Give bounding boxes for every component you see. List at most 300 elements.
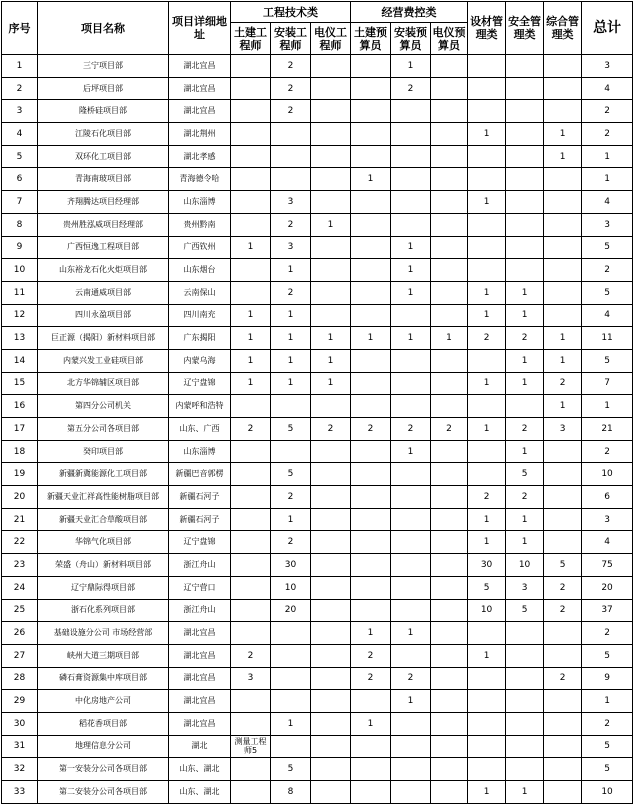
project-name-cell: 第四分公司机关 (38, 395, 169, 418)
project-name-cell: 青海南玻项目部 (38, 168, 169, 191)
install-engineer-cell: 1 (271, 712, 311, 735)
electrical-engineer-cell (311, 463, 351, 486)
header-safety: 安全管理类 (506, 2, 544, 55)
project-name-cell: 第五分公司各项目部 (38, 418, 169, 441)
total-cell: 1 (582, 690, 633, 713)
header-seq: 序号 (2, 2, 38, 55)
seq-cell: 26 (2, 622, 38, 645)
location-cell: 湖北宜昌 (169, 690, 231, 713)
install-engineer-cell: 5 (271, 463, 311, 486)
install-budgeter-cell: 2 (391, 77, 431, 100)
electrical-engineer-cell (311, 259, 351, 282)
total-cell: 3 (582, 508, 633, 531)
safety-cell: 5 (506, 599, 544, 622)
electrical-budgeter-cell (431, 554, 468, 577)
electrical-engineer-cell (311, 758, 351, 781)
safety-cell (506, 259, 544, 282)
install-budgeter-cell (391, 463, 431, 486)
install-engineer-cell: 2 (271, 281, 311, 304)
total-cell: 2 (582, 622, 633, 645)
material-cell: 1 (468, 508, 506, 531)
general-cell (544, 690, 582, 713)
project-name-cell: 江陵石化项目部 (38, 123, 169, 146)
civil-budgeter-cell (351, 372, 391, 395)
seq-cell: 1 (2, 55, 38, 78)
seq-cell: 10 (2, 259, 38, 282)
install-engineer-cell: 10 (271, 576, 311, 599)
civil-engineer-cell (231, 622, 271, 645)
safety-cell (506, 236, 544, 259)
civil-budgeter-cell: 1 (351, 712, 391, 735)
project-name-cell: 巨正源（揭阳）新材料项目部 (38, 327, 169, 350)
install-engineer-cell (271, 145, 311, 168)
civil-engineer-cell (231, 100, 271, 123)
total-cell: 5 (582, 758, 633, 781)
civil-engineer-cell (231, 191, 271, 214)
total-cell: 7 (582, 372, 633, 395)
material-cell (468, 213, 506, 236)
material-cell (468, 622, 506, 645)
safety-cell (506, 168, 544, 191)
civil-engineer-cell (231, 508, 271, 531)
electrical-engineer-cell: 1 (311, 327, 351, 350)
location-cell: 贵州黔南 (169, 213, 231, 236)
electrical-engineer-cell (311, 100, 351, 123)
project-name-cell: 峡州大道三期项目部 (38, 644, 169, 667)
material-cell: 1 (468, 418, 506, 441)
electrical-engineer-cell (311, 168, 351, 191)
total-cell: 21 (582, 418, 633, 441)
electrical-budgeter-cell (431, 531, 468, 554)
material-cell (468, 735, 506, 758)
header-location: 项目详细地址 (169, 2, 231, 55)
install-engineer-cell (271, 395, 311, 418)
install-engineer-cell: 1 (271, 304, 311, 327)
install-engineer-cell: 20 (271, 599, 311, 622)
electrical-engineer-cell (311, 55, 351, 78)
total-cell: 11 (582, 327, 633, 350)
material-cell (468, 395, 506, 418)
general-cell (544, 191, 582, 214)
civil-budgeter-cell (351, 77, 391, 100)
location-cell: 青海德令哈 (169, 168, 231, 191)
install-budgeter-cell (391, 735, 431, 758)
install-engineer-cell: 5 (271, 758, 311, 781)
install-budgeter-cell: 1 (391, 690, 431, 713)
install-budgeter-cell: 1 (391, 440, 431, 463)
seq-cell: 2 (2, 77, 38, 100)
electrical-engineer-cell (311, 781, 351, 804)
table-row (2, 531, 633, 554)
electrical-budgeter-cell (431, 486, 468, 509)
electrical-budgeter-cell (431, 55, 468, 78)
location-cell: 四川南充 (169, 304, 231, 327)
header-tech-group: 工程技术类 (231, 2, 351, 23)
install-engineer-cell: 1 (271, 327, 311, 350)
electrical-budgeter-cell (431, 758, 468, 781)
table-row (2, 781, 633, 804)
civil-engineer-cell (231, 690, 271, 713)
total-cell: 37 (582, 599, 633, 622)
seq-cell: 32 (2, 758, 38, 781)
install-budgeter-cell (391, 372, 431, 395)
civil-budgeter-cell (351, 123, 391, 146)
total-cell: 5 (582, 735, 633, 758)
material-cell: 1 (468, 781, 506, 804)
total-cell: 2 (582, 440, 633, 463)
safety-cell (506, 758, 544, 781)
install-engineer-cell: 1 (271, 508, 311, 531)
project-name-cell: 华锦气化项目部 (38, 531, 169, 554)
civil-budgeter-cell: 1 (351, 622, 391, 645)
install-engineer-cell: 1 (271, 349, 311, 372)
table-row (2, 123, 633, 146)
safety-cell: 1 (506, 372, 544, 395)
electrical-budgeter-cell (431, 168, 468, 191)
general-cell: 1 (544, 123, 582, 146)
table-row (2, 259, 633, 282)
material-cell (468, 463, 506, 486)
safety-cell (506, 100, 544, 123)
header-general: 综合管理类 (544, 2, 582, 55)
material-cell (468, 690, 506, 713)
material-cell (468, 712, 506, 735)
total-cell: 2 (582, 123, 633, 146)
install-budgeter-cell (391, 304, 431, 327)
install-engineer-cell: 3 (271, 191, 311, 214)
seq-cell: 12 (2, 304, 38, 327)
civil-budgeter-cell (351, 576, 391, 599)
seq-cell: 14 (2, 349, 38, 372)
seq-cell: 16 (2, 395, 38, 418)
general-cell (544, 440, 582, 463)
table-row (2, 508, 633, 531)
project-name-cell: 隆桥硅项目部 (38, 100, 169, 123)
table-row (2, 77, 633, 100)
civil-budgeter-cell (351, 554, 391, 577)
header-civil-engineer: 土建工程师 (231, 23, 271, 55)
material-cell (468, 55, 506, 78)
table-row (2, 576, 633, 599)
table-row (2, 327, 633, 350)
civil-engineer-cell: 1 (231, 372, 271, 395)
header-electrical-engineer: 电仪工程师 (311, 23, 351, 55)
location-cell: 浙江舟山 (169, 554, 231, 577)
install-budgeter-cell (391, 644, 431, 667)
install-budgeter-cell (391, 395, 431, 418)
seq-cell: 11 (2, 281, 38, 304)
project-name-cell: 北方华锦辅区项目部 (38, 372, 169, 395)
total-cell: 75 (582, 554, 633, 577)
safety-cell (506, 55, 544, 78)
general-cell (544, 712, 582, 735)
install-budgeter-cell (391, 486, 431, 509)
electrical-budgeter-cell (431, 440, 468, 463)
general-cell (544, 644, 582, 667)
material-cell (468, 100, 506, 123)
table-header (2, 2, 633, 55)
install-budgeter-cell: 1 (391, 281, 431, 304)
safety-cell (506, 213, 544, 236)
table-row (2, 100, 633, 123)
location-cell: 云南保山 (169, 281, 231, 304)
header-project-name: 项目名称 (38, 2, 169, 55)
total-cell: 10 (582, 463, 633, 486)
location-cell: 湖北宜昌 (169, 55, 231, 78)
table-row (2, 55, 633, 78)
seq-cell: 18 (2, 440, 38, 463)
total-cell: 5 (582, 281, 633, 304)
seq-cell: 8 (2, 213, 38, 236)
civil-budgeter-cell (351, 599, 391, 622)
table-row (2, 304, 633, 327)
safety-cell: 2 (506, 327, 544, 350)
location-cell: 山东、广西 (169, 418, 231, 441)
total-cell: 1 (582, 145, 633, 168)
install-budgeter-cell: 1 (391, 236, 431, 259)
civil-engineer-cell (231, 758, 271, 781)
location-cell: 广西钦州 (169, 236, 231, 259)
location-cell: 湖北宜昌 (169, 77, 231, 100)
general-cell: 2 (544, 667, 582, 690)
project-name-cell: 三宁项目部 (38, 55, 169, 78)
safety-cell: 5 (506, 463, 544, 486)
civil-engineer-cell (231, 599, 271, 622)
general-cell: 2 (544, 372, 582, 395)
electrical-engineer-cell (311, 236, 351, 259)
electrical-engineer-cell (311, 123, 351, 146)
electrical-engineer-cell (311, 508, 351, 531)
install-engineer-cell: 1 (271, 259, 311, 282)
table-row (2, 463, 633, 486)
civil-budgeter-cell: 2 (351, 644, 391, 667)
seq-cell: 33 (2, 781, 38, 804)
civil-budgeter-cell (351, 690, 391, 713)
civil-budgeter-cell: 2 (351, 667, 391, 690)
seq-cell: 19 (2, 463, 38, 486)
material-cell (468, 168, 506, 191)
civil-engineer-cell (231, 395, 271, 418)
general-cell: 1 (544, 145, 582, 168)
civil-budgeter-cell: 1 (351, 327, 391, 350)
electrical-budgeter-cell (431, 622, 468, 645)
safety-cell: 2 (506, 418, 544, 441)
material-cell (468, 667, 506, 690)
install-engineer-cell (271, 168, 311, 191)
seq-cell: 9 (2, 236, 38, 259)
material-cell (468, 758, 506, 781)
general-cell (544, 100, 582, 123)
location-cell: 新疆石河子 (169, 508, 231, 531)
total-cell: 1 (582, 395, 633, 418)
install-engineer-cell (271, 123, 311, 146)
table-row (2, 667, 633, 690)
total-cell: 3 (582, 55, 633, 78)
general-cell (544, 281, 582, 304)
material-cell: 2 (468, 486, 506, 509)
table-row (2, 372, 633, 395)
material-cell: 1 (468, 281, 506, 304)
safety-cell (506, 77, 544, 100)
civil-engineer-cell (231, 531, 271, 554)
civil-budgeter-cell (351, 781, 391, 804)
general-cell (544, 77, 582, 100)
safety-cell (506, 145, 544, 168)
general-cell: 3 (544, 418, 582, 441)
location-cell: 辽宁盘锦 (169, 531, 231, 554)
project-name-cell: 内蒙兴发工业硅项目部 (38, 349, 169, 372)
seq-cell: 31 (2, 735, 38, 758)
seq-cell: 13 (2, 327, 38, 350)
civil-engineer-cell: 1 (231, 327, 271, 350)
project-name-cell: 第一安装分公司各项目部 (38, 758, 169, 781)
total-cell: 10 (582, 781, 633, 804)
total-cell: 4 (582, 77, 633, 100)
header-ops-group: 经营费控类 (351, 2, 468, 23)
safety-cell: 1 (506, 781, 544, 804)
seq-cell: 5 (2, 145, 38, 168)
total-cell: 4 (582, 531, 633, 554)
table-row (2, 168, 633, 191)
general-cell: 2 (544, 576, 582, 599)
civil-budgeter-cell (351, 486, 391, 509)
safety-cell: 1 (506, 349, 544, 372)
header-material: 设材管理类 (468, 2, 506, 55)
seq-cell: 7 (2, 191, 38, 214)
seq-cell: 24 (2, 576, 38, 599)
install-budgeter-cell (391, 213, 431, 236)
table-row (2, 712, 633, 735)
location-cell: 新疆巴音郭楞 (169, 463, 231, 486)
general-cell (544, 259, 582, 282)
electrical-engineer-cell (311, 440, 351, 463)
electrical-budgeter-cell (431, 781, 468, 804)
electrical-budgeter-cell (431, 77, 468, 100)
general-cell (544, 781, 582, 804)
electrical-budgeter-cell (431, 667, 468, 690)
civil-engineer-cell (231, 486, 271, 509)
electrical-budgeter-cell (431, 576, 468, 599)
material-cell: 2 (468, 327, 506, 350)
total-cell: 5 (582, 644, 633, 667)
general-cell: 1 (544, 327, 582, 350)
location-cell: 湖北孝感 (169, 145, 231, 168)
material-cell (468, 440, 506, 463)
location-cell: 湖北宜昌 (169, 712, 231, 735)
general-cell (544, 213, 582, 236)
project-name-cell: 齐翔腾达项目经理部 (38, 191, 169, 214)
install-budgeter-cell (391, 168, 431, 191)
electrical-engineer-cell (311, 599, 351, 622)
location-cell: 湖北荆州 (169, 123, 231, 146)
project-name-cell: 新疆新冀能源化工项目部 (38, 463, 169, 486)
location-cell: 湖北 (169, 735, 231, 758)
install-engineer-cell: 1 (271, 372, 311, 395)
total-cell: 2 (582, 259, 633, 282)
total-cell: 5 (582, 236, 633, 259)
civil-engineer-cell (231, 259, 271, 282)
general-cell: 2 (544, 599, 582, 622)
location-cell: 浙江舟山 (169, 599, 231, 622)
civil-engineer-cell (231, 213, 271, 236)
project-name-cell: 基础设施分公司 市场经营部 (38, 622, 169, 645)
seq-cell: 3 (2, 100, 38, 123)
install-budgeter-cell (391, 123, 431, 146)
safety-cell: 10 (506, 554, 544, 577)
electrical-engineer-cell (311, 690, 351, 713)
civil-engineer-cell: 1 (231, 304, 271, 327)
material-cell (468, 77, 506, 100)
electrical-budgeter-cell (431, 145, 468, 168)
electrical-budgeter-cell (431, 213, 468, 236)
install-budgeter-cell (391, 349, 431, 372)
electrical-engineer-cell: 1 (311, 213, 351, 236)
civil-budgeter-cell (351, 55, 391, 78)
material-cell: 1 (468, 531, 506, 554)
location-cell: 山东淄博 (169, 440, 231, 463)
material-cell: 10 (468, 599, 506, 622)
project-name-cell: 山东裕龙石化火炬项目部 (38, 259, 169, 282)
install-budgeter-cell: 1 (391, 327, 431, 350)
install-budgeter-cell (391, 781, 431, 804)
safety-cell: 1 (506, 508, 544, 531)
general-cell (544, 735, 582, 758)
civil-engineer-cell: 2 (231, 644, 271, 667)
electrical-engineer-cell (311, 735, 351, 758)
total-cell: 2 (582, 100, 633, 123)
civil-engineer-cell (231, 77, 271, 100)
install-budgeter-cell (391, 712, 431, 735)
seq-cell: 22 (2, 531, 38, 554)
civil-engineer-cell (231, 168, 271, 191)
total-cell: 20 (582, 576, 633, 599)
install-budgeter-cell: 2 (391, 418, 431, 441)
electrical-budgeter-cell (431, 281, 468, 304)
civil-engineer-cell (231, 554, 271, 577)
table-row (2, 191, 633, 214)
civil-engineer-cell (231, 576, 271, 599)
project-name-cell: 中化房地产公司 (38, 690, 169, 713)
civil-engineer-cell: 2 (231, 418, 271, 441)
civil-engineer-cell (231, 123, 271, 146)
general-cell: 5 (544, 554, 582, 577)
electrical-budgeter-cell (431, 372, 468, 395)
general-cell (544, 531, 582, 554)
civil-budgeter-cell: 1 (351, 168, 391, 191)
install-budgeter-cell (391, 508, 431, 531)
location-cell: 湖北宜昌 (169, 622, 231, 645)
safety-cell: 1 (506, 531, 544, 554)
project-name-cell: 广西恒逸工程项目部 (38, 236, 169, 259)
location-cell: 山东、湖北 (169, 781, 231, 804)
electrical-engineer-cell (311, 486, 351, 509)
location-cell: 山东淄博 (169, 191, 231, 214)
electrical-budgeter-cell (431, 259, 468, 282)
electrical-engineer-cell: 1 (311, 349, 351, 372)
safety-cell (506, 644, 544, 667)
install-engineer-cell (271, 440, 311, 463)
civil-engineer-cell (231, 463, 271, 486)
install-engineer-cell (271, 735, 311, 758)
install-budgeter-cell (391, 100, 431, 123)
header-electrical-budgeter: 电仪预算员 (431, 23, 468, 55)
table-row (2, 418, 633, 441)
general-cell (544, 758, 582, 781)
civil-engineer-cell: 测量工程师5 (231, 735, 271, 758)
electrical-budgeter-cell (431, 463, 468, 486)
project-name-cell: 云南通威项目部 (38, 281, 169, 304)
install-engineer-cell (271, 644, 311, 667)
